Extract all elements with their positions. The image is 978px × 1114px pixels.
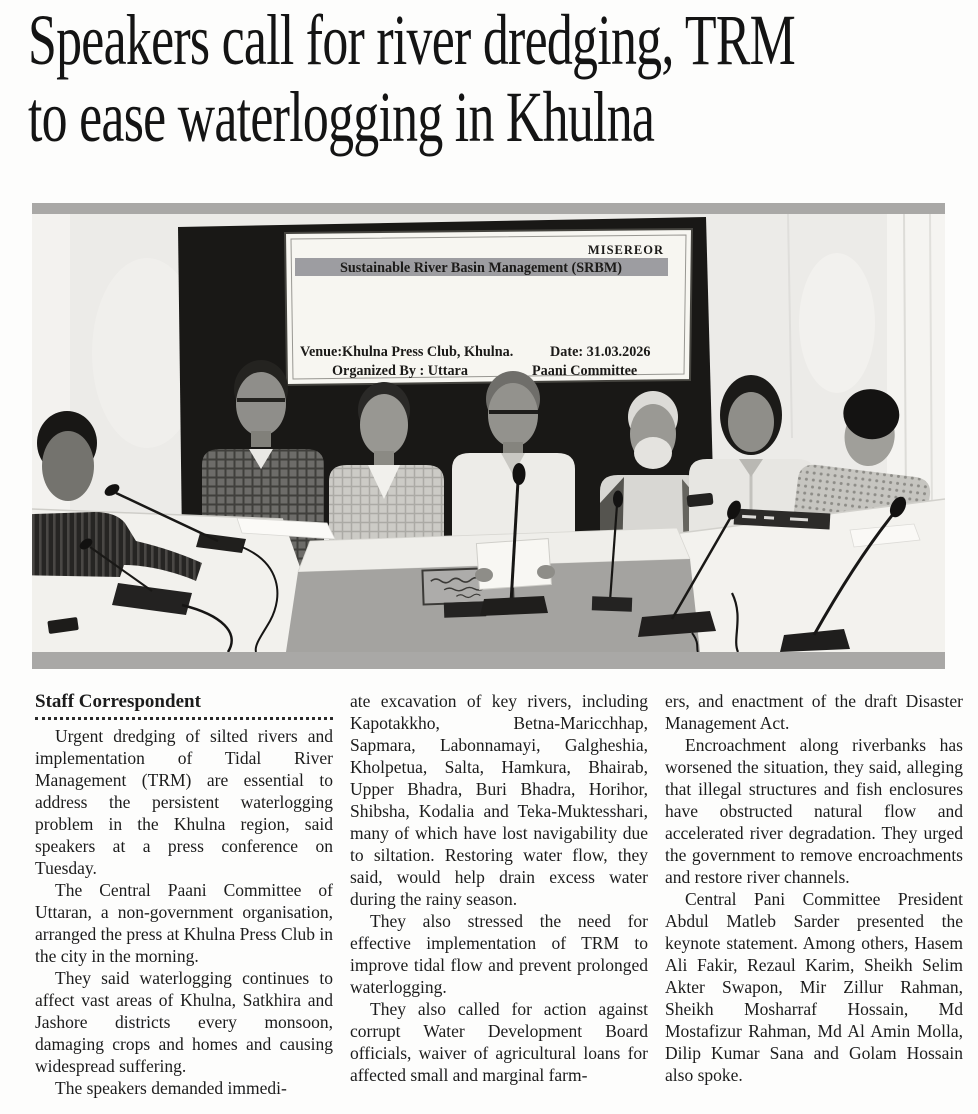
banner-organizer2: Paani Committee xyxy=(532,363,638,379)
article-column-3 xyxy=(665,690,963,1099)
mic-base xyxy=(444,601,486,617)
article-column-1 xyxy=(35,690,333,1099)
article-column-2 xyxy=(350,690,648,1099)
paragraph: Urgent dredging of silted rivers and implementation of Tidal River Management (TRM) are essential to address the persistent waterlogging problem in the Khulna region, said speakers at a press conference on Tuesday. xyxy=(35,726,333,878)
headline-line2: to ease waterlogging in Khulna xyxy=(28,77,655,157)
banner-logo: MISEREOR xyxy=(587,243,664,257)
paragraph: ate excavation of key rivers, including Kapotakkho, Betna-Maricchhap, Sapmara, Labonnamayi, Galgheshia, Kholpetua, Salta, Hamkura, Bhairab, Upper Bhadra, Buri Bhadra, Horihor, Shibsha, Kodalia and Teka-Muktesshari, many of which have lost navigability due to siltation. Restoring water flow, they said, would help drain excess water during the rainy season. xyxy=(350,691,648,909)
paragraph: They said waterlogging continues to affect vast areas of Khulna, Satkhira and Jashore districts every monsoon, damaging crops and homes and causing widespread suffering. xyxy=(35,968,333,1076)
paragraph: The speakers demanded immedi- xyxy=(55,1078,287,1098)
paragraph: ers, and enactment of the draft Disaster Management Act. xyxy=(665,691,963,733)
headline-line1: Speakers call for river dredging, TRM xyxy=(28,0,796,80)
paragraph: They also called for action against corrupt Water Development Board officials, waiver of agricultural loans for affected small and marginal farm- xyxy=(350,999,648,1085)
byline-rule xyxy=(35,717,333,720)
event-banner xyxy=(285,229,692,385)
paragraph: The Central Paani Committee of Uttaran, a non-government organisation, arranged the press at Khulna Press Club in the city in the morning. xyxy=(35,880,333,966)
banner-date: Date: 31.03.2026 xyxy=(550,344,651,360)
headline xyxy=(28,2,795,156)
byline: Staff Correspondent xyxy=(35,691,201,712)
article-body xyxy=(35,690,963,1099)
banner-venue: Venue:Khulna Press Club, Khulna. xyxy=(300,344,514,360)
paragraph: Central Pani Committee President Abdul Matleb Sarder presented the keynote statement. Among others, Hasem Ali Fakir, Rezaul Karim, Sheikh Selim Akter Swapon, Mir Zillur Rahman, Sheikh Mosharraf Hossain, Md Mostafizur Rahman, Md Al Amin Molla, Dilip Kumar Sana and Golam Hossain also spoke. xyxy=(665,889,963,1085)
paragraph: Encroachment along riverbanks has worsened the situation, they said, alleging that illegal structures and fish enclosures have obstructed natural flow and accelerated river degradation. They urged the government to remove encroachments and restore river channels. xyxy=(665,735,963,887)
press-conference-photo xyxy=(32,203,945,671)
paragraph: They also stressed the need for effective implementation of TRM to improve tidal flow and prevent prolonged waterlogging. xyxy=(350,911,648,997)
banner-title: Sustainable River Basin Management (SRBM) xyxy=(340,260,622,276)
photo-bottom-bar xyxy=(32,652,945,669)
photo-top-bar xyxy=(32,203,945,214)
banner-organizer: Organized By : Uttara xyxy=(332,363,468,379)
